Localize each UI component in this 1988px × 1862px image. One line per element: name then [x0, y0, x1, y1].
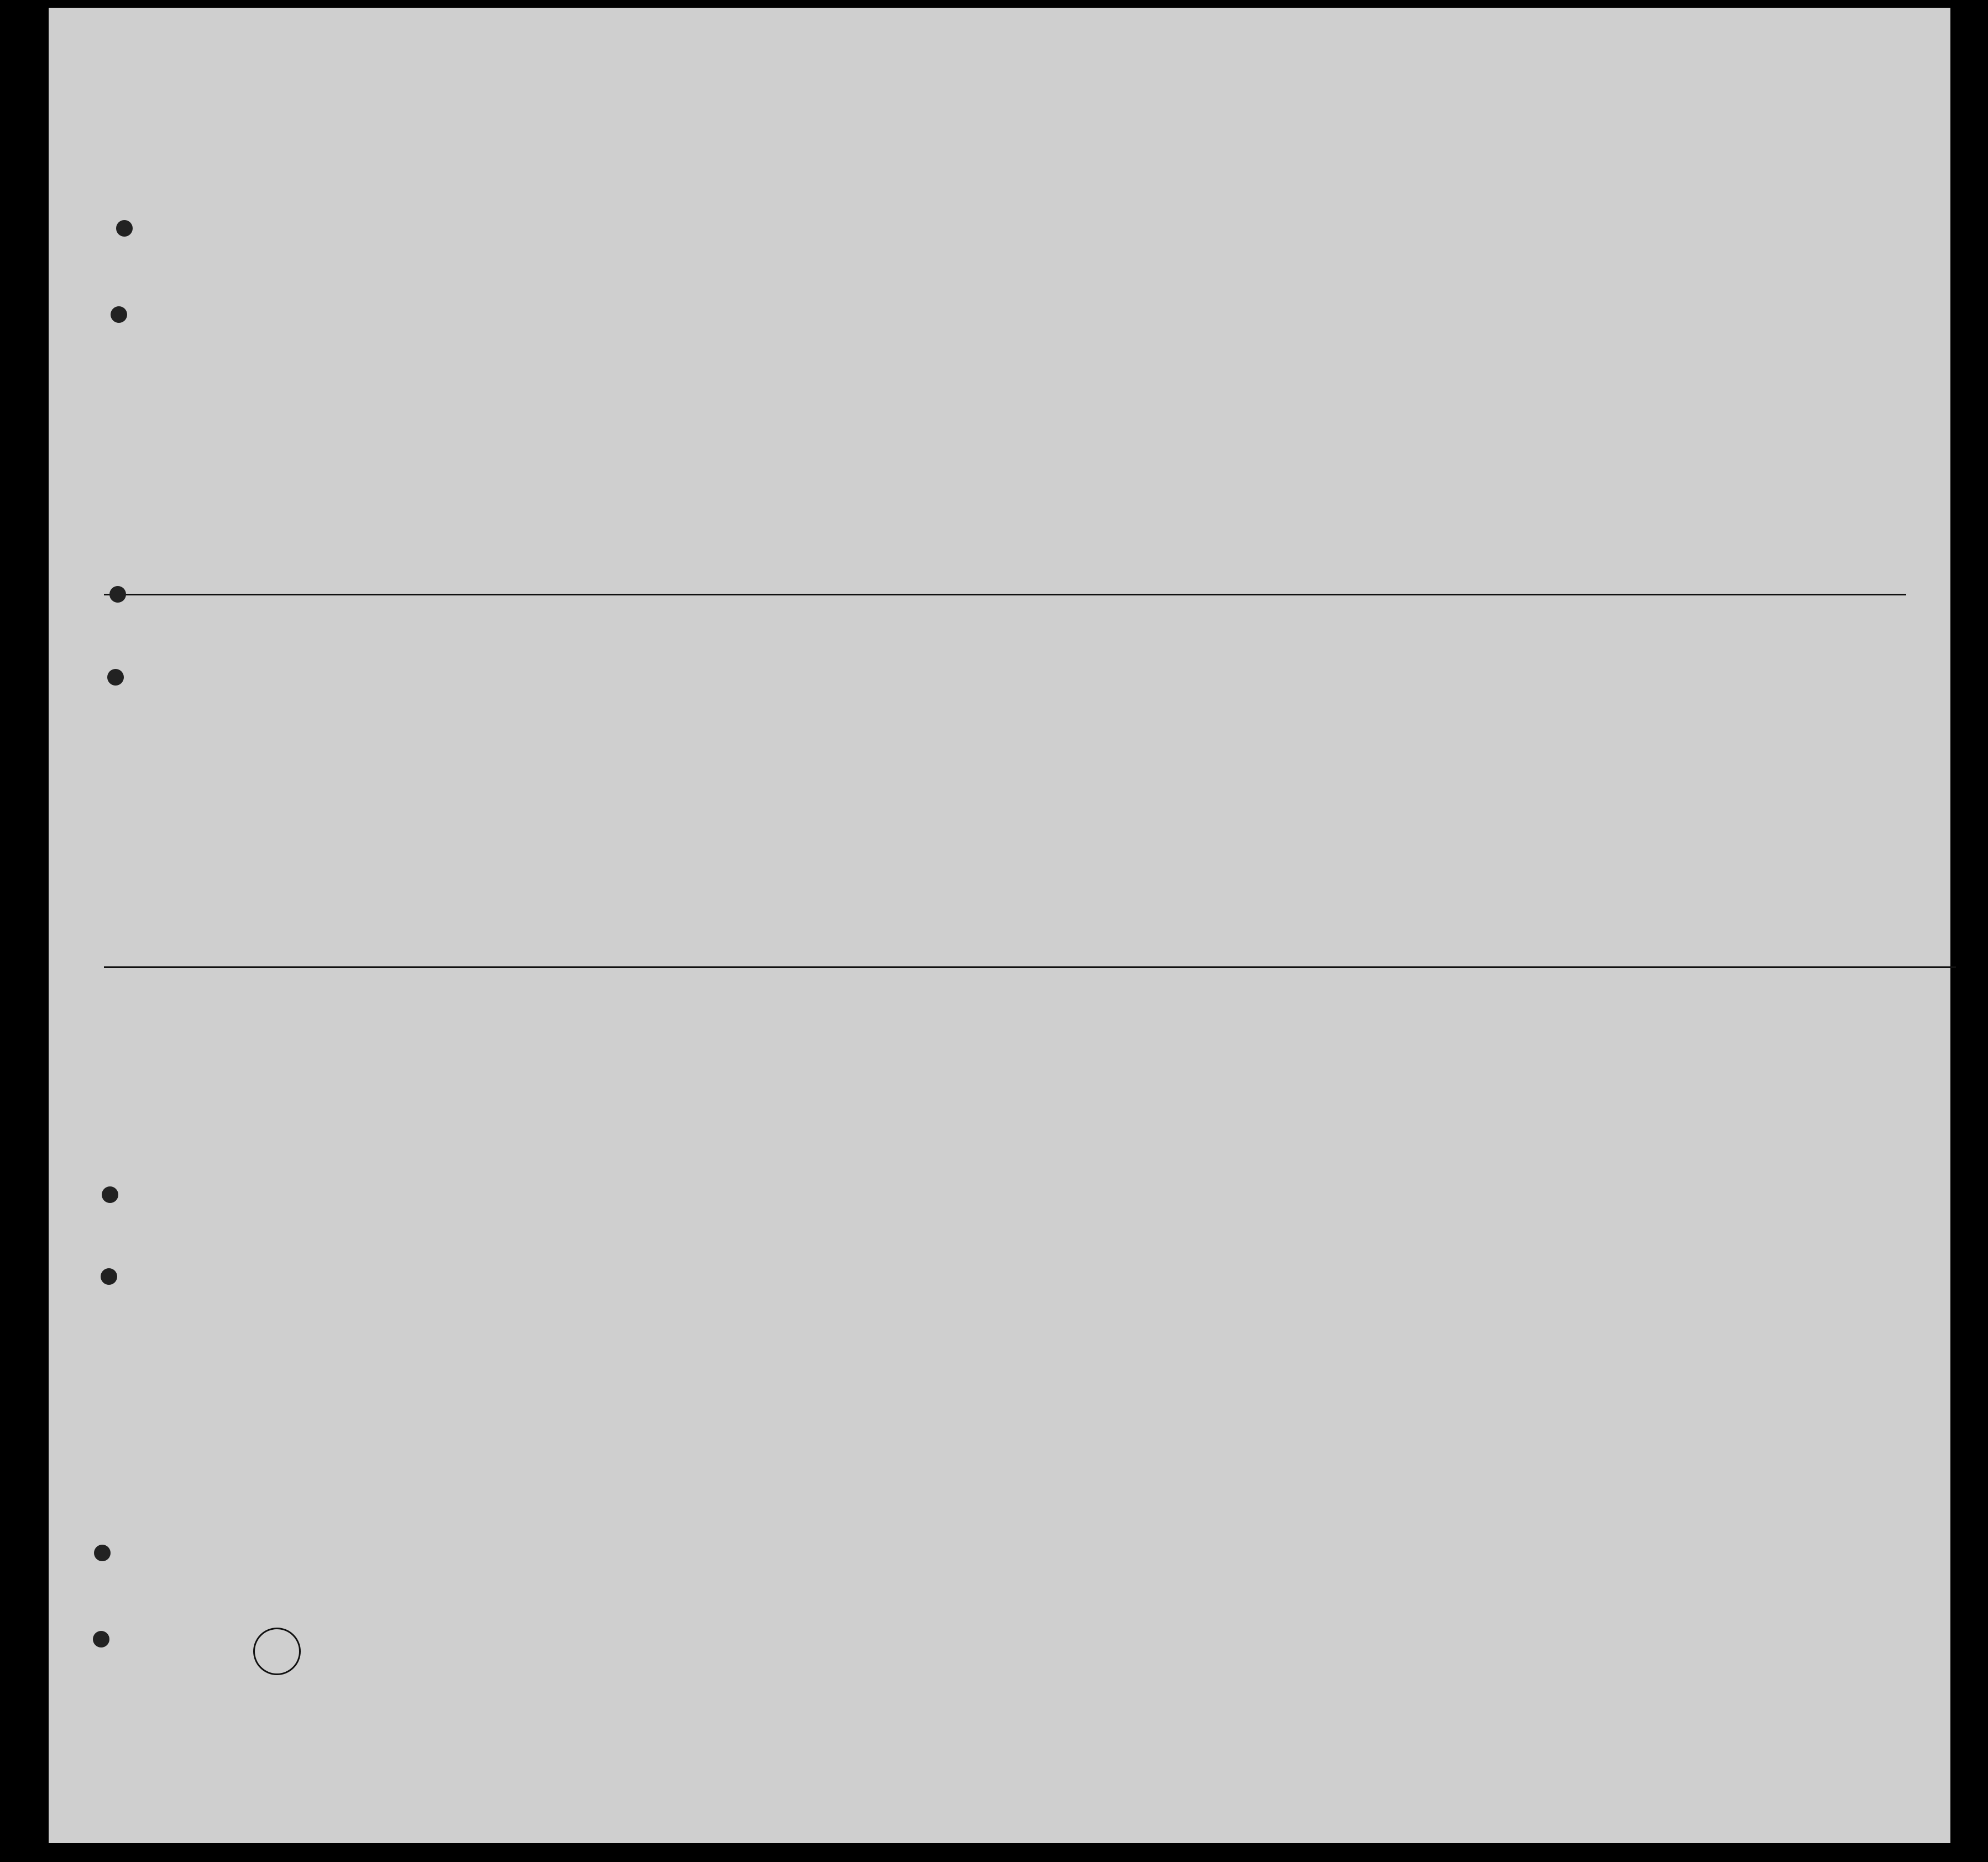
binder-hole: [102, 1186, 118, 1203]
manifest-sheet: [49, 8, 1950, 1843]
binder-hole: [107, 669, 124, 686]
strike-line-row-14: [104, 966, 1956, 968]
binder-hole: [93, 1631, 109, 1647]
circled-total: [253, 1628, 301, 1675]
binder-hole: [109, 586, 126, 603]
vessel-line: [49, 233, 1950, 266]
binder-hole: [111, 306, 127, 323]
binder-hole: [101, 1268, 117, 1285]
binder-hole: [94, 1545, 111, 1561]
binder-hole: [116, 220, 133, 237]
strike-line-row-5: [104, 594, 1906, 595]
